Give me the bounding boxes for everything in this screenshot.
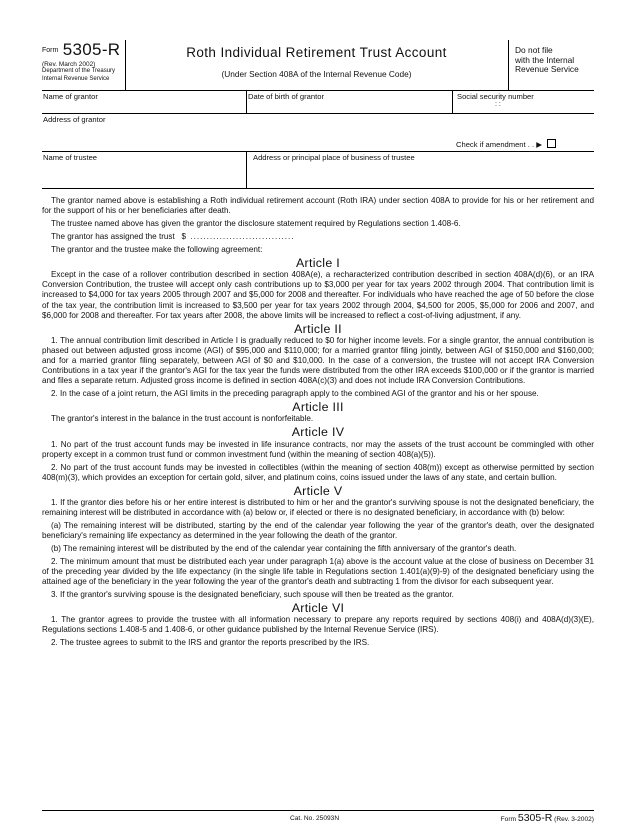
grantor-dob-field[interactable] (246, 91, 452, 113)
footer-form-number: 5305-R (517, 812, 553, 824)
article-1-title: Article I (295, 256, 340, 271)
article-6-paragraph-2: 2. The trustee agrees to submit to the IRS and grantor the reports prescribed by the IRS. (51, 638, 370, 648)
form-id-block (42, 40, 126, 90)
article-5-paragraph-b: (b) The remaining interest will be distributed by the end of the calendar year containing the fifth anniversary of the grantor's death. (51, 544, 517, 554)
article-5-title: Article V (293, 483, 343, 498)
form-subtitle: (Under Section 408A of the Internal Revenue Code) (221, 69, 412, 79)
do-not-file-block (508, 40, 594, 90)
catalog-number: Cat. No. 25093N (290, 815, 340, 822)
form-number: 5305-R (62, 40, 121, 59)
form-footer (42, 810, 594, 824)
agreement-body (42, 196, 594, 649)
article-6-paragraph-1: 1. The grantor agrees to provide the trustee with all information necessary to prepare any reports required by sections 408(i) and 408A(d)(3)(E), Regulations sections 1.408-5 and 1.408-6, or other guidance published by the Internal Revenue Service (IRS). (42, 615, 594, 635)
footer-form-id (501, 812, 594, 824)
article-4-paragraph-2: 2. No part of the trust account funds may be invested in collectibles (within the meaning of section 408(m)) except as otherwise permitted by section 408(m)(3), which provides an exception for certain gold, silver, and platinum coins, coins issued under the laws of any state, and certain bullion. (42, 462, 594, 482)
amendment-checkbox[interactable] (547, 139, 556, 148)
trustee-address-field[interactable] (246, 152, 594, 188)
grantor-dob-label: Date of birth of grantor (248, 92, 324, 101)
form-header (42, 40, 594, 91)
department-name: Department of the Treasury (42, 68, 116, 74)
grantor-address-label: Address of grantor (43, 115, 106, 124)
form-word: Form (42, 47, 59, 54)
intro-paragraph-2: The trustee named above has given the grantor the disclosure statement required by Regulations section 1.408-6. (51, 219, 461, 229)
intro-paragraph-1: The grantor named above is establishing a Roth individual retirement account (Roth IRA) under section 408A to provide for his or her retirement and for the support of his or her beneficiaries after death. (42, 196, 594, 216)
article-4-title: Article IV (291, 425, 345, 440)
form-page (42, 40, 594, 651)
irs-name: Internal Revenue Service (42, 75, 110, 82)
footer-revision: (Rev. 3-2002) (554, 816, 594, 823)
form-title: Roth Individual Retirement Trust Account (186, 45, 447, 60)
article-3-title: Article III (292, 400, 344, 415)
amendment-cell (452, 114, 594, 151)
amendment-label: Check if amendment (456, 140, 526, 149)
article-5-paragraph-2: 2. The minimum amount that must be distributed each year under paragraph 1(a) above is the account value at the close of business on December 31 of the preceding year divided by the life expectancy (in the single life table in Regulations section 1.401(a)(9)-9) of the designated beneficiary using the attained age of the beneficiary in the year following the year of the grantor's death and subtracting 1 from the divisor for each subsequent year. (42, 557, 594, 587)
article-2-paragraph-2: 2. In the case of a joint return, the AGI limits in the preceding paragraph apply to the combined AGI of the grantor and his or her spouse. (51, 389, 539, 399)
ssn-label: Social security number (457, 92, 534, 101)
do-not-file-line-3: Revenue Service (515, 64, 579, 74)
ssn-separators: : : (495, 101, 501, 108)
assigned-amount-field[interactable]: $ ................................ (181, 232, 295, 242)
grantor-name-field[interactable] (42, 91, 246, 113)
do-not-file-line-2: with the Internal (515, 54, 575, 65)
assigned-label: The grantor has assigned the trust (51, 232, 175, 242)
article-1-paragraph-1: Except in the case of a rollover contribution described in section 408A(e), a recharacterized contribution described in section 408A(d)(6), or an IRA Conversion Contribution, the trustee will accept only cash contributions up to $3,000 per year for tax years 2002 through 2004. That contribution limit is increased to $4,000 for tax years 2005 through 2007 and $5,000 for 2008 and thereafter. For individuals who have reached the age of 50 before the close of the tax year, the contribution limit is increased to $3,500 per year for tax years 2002 through 2004, $4,500 for 2005, $5,000 for 2006 and 2007, and $6,000 for 2008 and thereafter. For tax years after 2008, the above limits will be increased to reflect a cost-of-living adjustment, if any. (42, 270, 594, 320)
amendment-arrow: . . ▶ (527, 140, 543, 149)
do-not-file-line-1: Do not file (515, 45, 553, 55)
trustee-name-field[interactable] (42, 152, 246, 188)
article-2-paragraph-1: 1. The annual contribution limit described in Article I is gradually reduced to $0 for higher income levels. For a single grantor, the annual contribution is phased out between adjusted gross income (AGI) of $95,000 and $110,000; for a married grantor filing jointly, between AGI of $150,000 and $160,000; and for a married grantor filing separately, between AGI of $0 and $10,000. In the case of a conversion, the trustee will not accept IRA Conversion Contributions in a tax year if the grantor's AGI for the tax year the funds were distributed from the other IRA exceeds $100,000 or if the grantor is married and files a separate return. Adjusted gross income is defined in section 408A(c)(3) and does not include IRA Conversion Contributions. (42, 335, 594, 386)
trustee-name-label: Name of trustee (43, 153, 98, 162)
trustee-address-label: Address or principal place of business of trustee (253, 153, 415, 162)
grantor-name-label: Name of grantor (43, 92, 98, 101)
ssn-field[interactable] (452, 91, 594, 113)
grantor-row (42, 91, 594, 114)
intro-paragraph-4: The grantor and the trustee make the following agreement: (51, 245, 263, 255)
article-5-paragraph-1: 1. If the grantor dies before his or her entire interest is distributed to him or her and the grantor's surviving spouse is not the designated beneficiary, the remaining interest will be distributed in accordance with (a) below or, if elected or there is no designated beneficiary, in accordance with (b) below: (42, 497, 594, 517)
article-6-title: Article VI (291, 601, 345, 616)
grantor-address-row (42, 114, 594, 152)
trustee-row (42, 152, 594, 189)
article-2-title: Article II (294, 321, 342, 336)
grantor-address-field[interactable] (42, 114, 452, 151)
article-3-paragraph-1: The grantor's interest in the balance in the trust account is nonforfeitable. (51, 414, 314, 424)
article-5-paragraph-a: (a) The remaining interest will be distributed, starting by the end of the calendar year following the year of the grantor's death, over the designated beneficiary's remaining life expectancy as determined in the year following the death of the grantor. (42, 520, 594, 541)
footer-form-word: Form (500, 816, 517, 823)
article-5-paragraph-3: 3. If the grantor's surviving spouse is the designated beneficiary, such spouse will then be treated as the grantor. (51, 590, 454, 600)
article-4-paragraph-1: 1. No part of the trust account funds may be invested in life insurance contracts, nor may the assets of the trust account be commingled with other property except in a common trust fund or common investment fund (within the meaning of section 408(a)(5)). (42, 439, 594, 459)
intro-paragraph-3 (42, 232, 594, 242)
revision-date: (Rev. March 2002) (42, 61, 96, 68)
